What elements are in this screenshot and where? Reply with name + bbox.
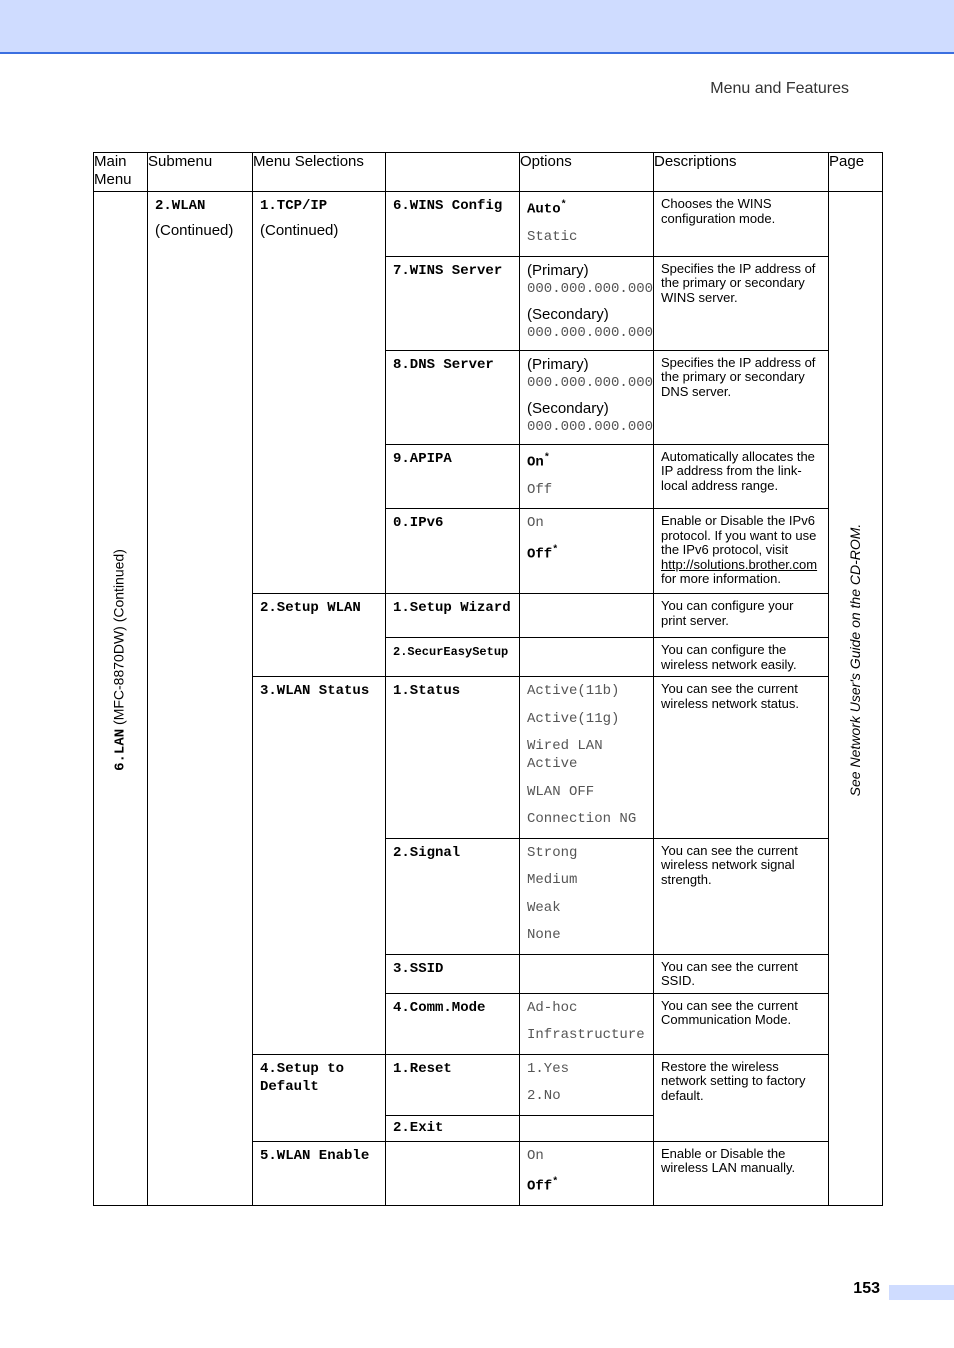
secondary-address: 000.000.000.000: [527, 324, 654, 341]
description-ipv6: Enable or Disable the IPv6 protocol. If you want to use the IPv6 protocol, visit http://solutions.brother.com for more information.: [661, 513, 818, 587]
header-options: Options: [520, 153, 654, 192]
option-infrastructure: Infrastructure: [527, 1027, 645, 1044]
header-descriptions: Descriptions: [654, 153, 829, 192]
option-medium: Medium: [527, 872, 578, 889]
option-wired-lan-active: Wired LAN Active: [527, 738, 603, 773]
group-tcpip-code: 1.TCP/IP: [260, 198, 328, 214]
group-wlan-enable: [253, 1141, 386, 1206]
group-wlan-status: [253, 677, 386, 1055]
footer-tab: [889, 1285, 954, 1300]
option-weak: Weak: [527, 899, 561, 916]
option-off: Off*: [527, 1177, 559, 1195]
header-page: Page: [829, 153, 883, 192]
top-banner: [0, 0, 954, 54]
header-menu-selections: Menu Selections: [253, 153, 386, 192]
option-yes: 1.Yes: [527, 1060, 570, 1077]
option-off: Off: [527, 481, 553, 498]
primary-label: (Primary): [527, 355, 589, 373]
selection-ipv6: 0.IPv6: [393, 515, 444, 532]
secondary-label: (Secondary): [527, 305, 609, 323]
selection-secureasysetup: 2.SecurEasySetup: [393, 645, 509, 660]
header-blank: [386, 153, 520, 192]
menu-table: [93, 152, 883, 1206]
primary-address: 000.000.000.000: [527, 374, 654, 391]
option-ad-hoc: Ad-hoc: [527, 999, 578, 1016]
description-setup-wizard: You can configure your print server.: [661, 598, 794, 628]
page-reference: See Network User's Guide on the CD-ROM.: [847, 523, 863, 797]
group-tcpip: [253, 192, 386, 594]
page-header-title: Menu and Features: [710, 80, 849, 97]
selection-apipa: 9.APIPA: [393, 450, 452, 467]
option-off: Off*: [527, 544, 559, 563]
description-signal: You can see the current wireless network signal strength.: [661, 842, 798, 887]
selection-setup-wizard: 1.Setup Wizard: [393, 600, 511, 617]
option-none: None: [527, 927, 561, 944]
option-active-11b: Active(11b): [527, 683, 620, 700]
description-reset: Restore the wireless network setting to factory default.: [661, 1058, 806, 1103]
selection-status: 1.Status: [393, 683, 461, 700]
option-auto: Auto*: [527, 200, 567, 218]
submenu-cell: [148, 192, 253, 1206]
option-wlan-off: WLAN OFF: [527, 783, 595, 800]
secondary-label: (Secondary): [527, 399, 609, 417]
option-active-11g: Active(11g): [527, 710, 620, 727]
description-dns-server: Specifies the IP address of the primary or secondary DNS server.: [661, 354, 816, 399]
description-secureasysetup: You can configure the wireless network easily.: [661, 642, 797, 672]
group-setup-default: [253, 1054, 386, 1141]
solutions-link[interactable]: http://solutions.brother.com: [661, 556, 818, 572]
group-wlan-enable-code: 5.WLAN Enable: [260, 1147, 370, 1164]
header-submenu: Submenu: [148, 153, 253, 192]
group-setup-default-code: 4.Setup to Default: [260, 1060, 345, 1095]
description-wins-server: Specifies the IP address of the primary or secondary WINS server.: [661, 260, 816, 305]
group-setup-wlan-code: 2.Setup WLAN: [260, 600, 361, 617]
primary-address: 000.000.000.000: [527, 280, 654, 297]
option-static: Static: [527, 229, 578, 246]
selection-wins-server: 7.WINS Server: [393, 262, 503, 279]
main-menu-label: 6.LAN (MFC-8870DW) (Continued): [110, 549, 129, 771]
option-on: On: [527, 1147, 544, 1164]
submenu-code: 2.WLAN: [155, 198, 206, 214]
option-on: On: [527, 515, 544, 532]
option-on: On*: [527, 452, 550, 471]
selection-exit: 2.Exit: [393, 1119, 444, 1136]
submenu-note: (Continued): [155, 222, 234, 239]
selection-comm-mode: 4.Comm.Mode: [393, 999, 486, 1016]
table-row: [94, 192, 883, 257]
table-header-row: [94, 153, 883, 192]
selection-ssid: 3.SSID: [393, 960, 444, 977]
selection-reset: 1.Reset: [393, 1060, 452, 1077]
option-strong: Strong: [527, 844, 578, 861]
group-tcpip-note: (Continued): [260, 222, 339, 239]
description-wins-config: Chooses the WINS configuration mode.: [661, 196, 776, 226]
primary-label: (Primary): [527, 261, 589, 279]
group-setup-wlan: [253, 594, 386, 677]
selection-wins-config: 6.WINS Config: [393, 198, 503, 214]
group-wlan-status-code: 3.WLAN Status: [260, 683, 370, 700]
option-no: 2.No: [527, 1088, 561, 1105]
secondary-address: 000.000.000.000: [527, 418, 654, 435]
selection-signal: 2.Signal: [393, 844, 461, 861]
description-status: You can see the current wireless network status.: [661, 681, 799, 711]
option-connection-ng: Connection NG: [527, 811, 637, 828]
page-number: 153: [853, 1280, 880, 1297]
description-apipa: Automatically allocates the IP address from the link-local address range.: [661, 448, 815, 493]
description-wlan-enable: Enable or Disable the wireless LAN manually.: [661, 1145, 796, 1176]
header-main-menu: Main Menu: [94, 153, 148, 192]
selection-dns-server: 8.DNS Server: [393, 356, 494, 373]
description-ssid: You can see the current SSID.: [661, 958, 798, 989]
description-comm-mode: You can see the current Communication Mode.: [661, 997, 798, 1028]
